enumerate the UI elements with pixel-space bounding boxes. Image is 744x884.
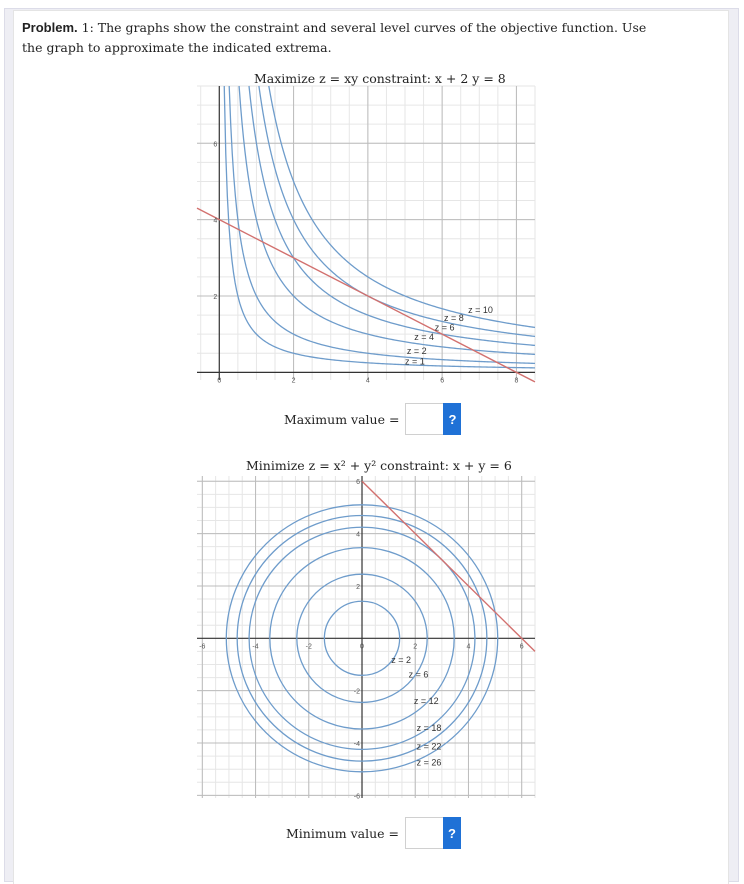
- level-curve: [269, 86, 535, 327]
- graph2-plot: [197, 476, 535, 801]
- x-tick-label: -4: [252, 643, 259, 651]
- graph1-caption: Maximize z = xy constraint: x + 2 y = 8: [254, 71, 506, 86]
- y-tick-label: -4: [353, 741, 361, 749]
- level-label: z = 6: [408, 669, 429, 680]
- x-tick-label: 2: [291, 377, 296, 385]
- level-label: z = 1: [405, 356, 425, 367]
- x-tick-label: 4: [365, 377, 370, 385]
- maximum-value-input[interactable]: [405, 403, 443, 435]
- x-tick-label: 6: [440, 377, 445, 385]
- y-tick-label: -6: [353, 793, 361, 801]
- level-label: z = 8: [444, 312, 464, 323]
- y-tick-label: 2: [356, 583, 361, 591]
- answer1-label: Maximum value =: [284, 411, 400, 427]
- x-tick-label: 0: [217, 377, 222, 385]
- y-tick-label: 4: [356, 531, 361, 539]
- constraint-line: [362, 481, 535, 651]
- answer2-label: Minimum value =: [286, 825, 399, 841]
- level-curve: [259, 86, 535, 336]
- y-tick-label: 6: [213, 141, 218, 149]
- graph2-caption: Minimize z = x² + y² constraint: x + y = 6: [246, 458, 512, 473]
- x-tick-label: -2: [305, 643, 312, 651]
- y-tick-label: 2: [213, 294, 218, 301]
- x-tick-label: -6: [199, 643, 206, 651]
- x-tick-label: 8: [514, 377, 519, 385]
- graph1-plot: [197, 86, 535, 385]
- level-label: z = 10: [468, 305, 493, 316]
- level-label: z = 6: [434, 322, 455, 333]
- level-label: z = 26: [416, 757, 442, 768]
- answer1-row: [284, 403, 461, 435]
- x-tick-label: 2: [413, 643, 418, 651]
- level-label: z = 2: [391, 655, 412, 666]
- answer2-row: [286, 817, 461, 849]
- level-label: z = 18: [416, 723, 442, 734]
- level-label: z = 12: [413, 695, 439, 706]
- problem-number: 1: [81, 20, 90, 35]
- x-tick-label: 6: [519, 643, 524, 651]
- level-label: z = 22: [416, 741, 442, 752]
- help-button-2[interactable]: ?: [443, 817, 461, 849]
- level-label: z = 2: [406, 346, 427, 357]
- help-button-1[interactable]: ?: [443, 403, 461, 435]
- problem-heading: Problem.: [22, 20, 78, 35]
- constraint-line: [197, 208, 535, 385]
- minimum-value-input[interactable]: [405, 817, 443, 849]
- problem-text: : The graphs show the constraint and several level curves of the objective function. Use the graph to approximate the indicated extrema.: [22, 20, 647, 55]
- x-tick-label: 0: [360, 643, 364, 651]
- y-tick-label: 4: [213, 217, 218, 225]
- y-tick-label: 6: [356, 479, 361, 487]
- level-label: z = 4: [414, 331, 435, 342]
- problem-statement: [22, 18, 662, 58]
- y-tick-label: -2: [353, 688, 361, 696]
- x-tick-label: 4: [466, 643, 471, 651]
- level-curve: [224, 86, 535, 368]
